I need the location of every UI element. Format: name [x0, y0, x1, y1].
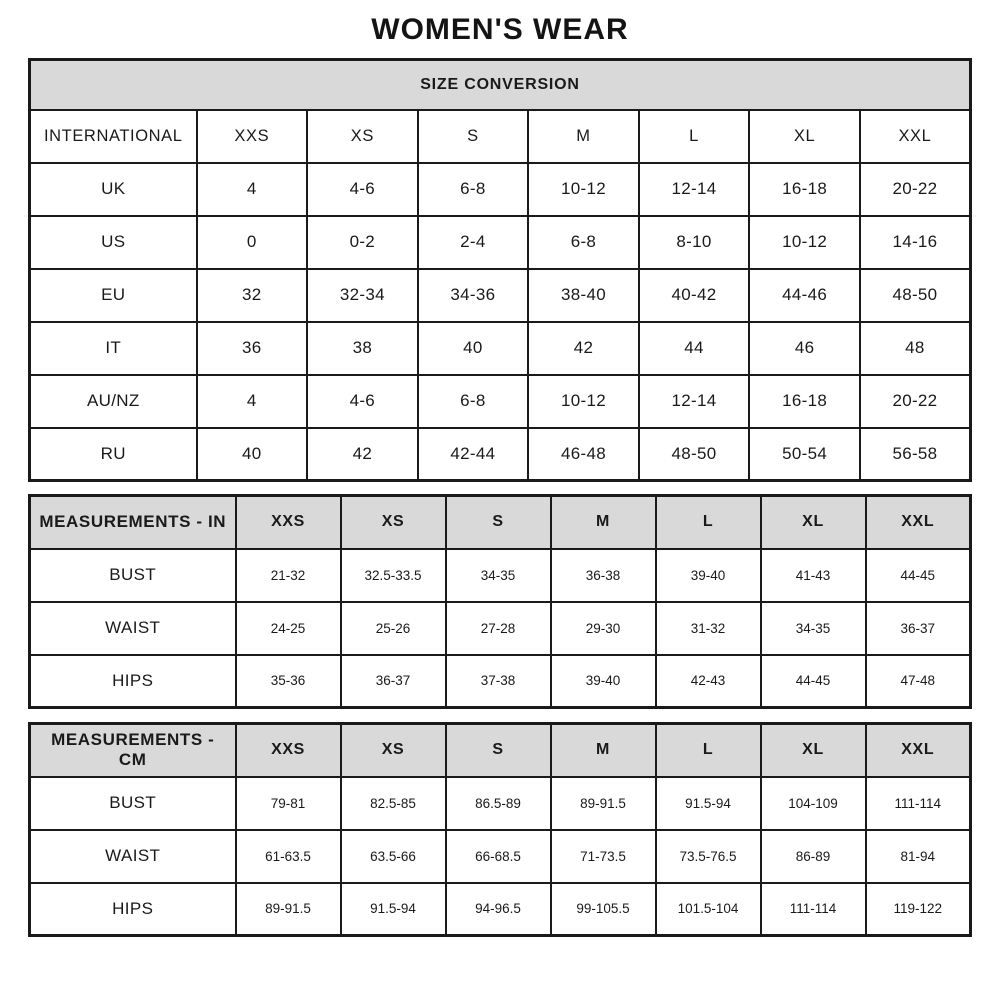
value-cell: 4: [197, 163, 308, 216]
row-label-cell: WAIST: [30, 830, 236, 883]
column-header-cell: MEASUREMENTS - CM: [30, 724, 236, 777]
value-cell: 46: [749, 322, 860, 375]
measurements-in-table: [28, 494, 972, 709]
value-cell: 42: [307, 428, 418, 481]
value-cell: 44-45: [761, 655, 866, 708]
value-cell: 41-43: [761, 549, 866, 602]
column-header-cell: XXS: [236, 724, 341, 777]
table-row: [30, 216, 971, 269]
table-row: [30, 655, 971, 708]
value-cell: 44: [639, 322, 750, 375]
value-cell: 39-40: [551, 655, 656, 708]
value-cell: 27-28: [446, 602, 551, 655]
value-cell: 42-44: [418, 428, 529, 481]
value-cell: 12-14: [639, 163, 750, 216]
value-cell: 47-48: [866, 655, 971, 708]
value-cell: 16-18: [749, 163, 860, 216]
value-cell: 86-89: [761, 830, 866, 883]
value-cell: 40: [197, 428, 308, 481]
value-cell: 36: [197, 322, 308, 375]
value-cell: 10-12: [528, 163, 639, 216]
page-title: WOMEN'S WEAR: [371, 13, 629, 46]
value-cell: 46-48: [528, 428, 639, 481]
value-cell: 48: [860, 322, 971, 375]
table-row: [30, 883, 971, 936]
column-header-cell: XL: [749, 110, 860, 163]
column-header-cell: M: [528, 110, 639, 163]
column-header-cell: XXL: [860, 110, 971, 163]
row-label-cell: BUST: [30, 549, 236, 602]
row-label-cell: UK: [30, 163, 197, 216]
value-cell: 4-6: [307, 163, 418, 216]
column-header-row: [30, 110, 971, 163]
table-row: [30, 375, 971, 428]
column-header-cell: L: [656, 496, 761, 549]
column-header-cell: XS: [341, 724, 446, 777]
value-cell: 79-81: [236, 777, 341, 830]
value-cell: 56-58: [860, 428, 971, 481]
table-row: [30, 428, 971, 481]
table-row: [30, 322, 971, 375]
table-row: [30, 269, 971, 322]
value-cell: 6-8: [528, 216, 639, 269]
value-cell: 40-42: [639, 269, 750, 322]
table-row: [30, 549, 971, 602]
value-cell: 10-12: [749, 216, 860, 269]
value-cell: 89-91.5: [551, 777, 656, 830]
value-cell: 6-8: [418, 375, 529, 428]
value-cell: 12-14: [639, 375, 750, 428]
value-cell: 36-37: [866, 602, 971, 655]
value-cell: 40: [418, 322, 529, 375]
value-cell: 73.5-76.5: [656, 830, 761, 883]
value-cell: 4-6: [307, 375, 418, 428]
value-cell: 29-30: [551, 602, 656, 655]
column-header-cell: S: [446, 496, 551, 549]
value-cell: 34-35: [446, 549, 551, 602]
table-row: [30, 830, 971, 883]
row-label-cell: BUST: [30, 777, 236, 830]
column-header-cell: XS: [341, 496, 446, 549]
value-cell: 36-38: [551, 549, 656, 602]
value-cell: 4: [197, 375, 308, 428]
row-label-cell: RU: [30, 428, 197, 481]
column-header-cell: MEASUREMENTS - IN: [30, 496, 236, 549]
row-label-cell: WAIST: [30, 602, 236, 655]
value-cell: 71-73.5: [551, 830, 656, 883]
column-header-row: [30, 724, 971, 777]
row-label-cell: AU/NZ: [30, 375, 197, 428]
value-cell: 91.5-94: [656, 777, 761, 830]
value-cell: 39-40: [656, 549, 761, 602]
measurements-cm-table: [28, 722, 972, 937]
value-cell: 89-91.5: [236, 883, 341, 936]
column-header-cell: XXS: [236, 496, 341, 549]
value-cell: 48-50: [639, 428, 750, 481]
row-label-cell: EU: [30, 269, 197, 322]
column-header-cell: L: [639, 110, 750, 163]
value-cell: 86.5-89: [446, 777, 551, 830]
value-cell: 31-32: [656, 602, 761, 655]
value-cell: 50-54: [749, 428, 860, 481]
value-cell: 21-32: [236, 549, 341, 602]
value-cell: 111-114: [866, 777, 971, 830]
table-caption: SIZE CONVERSION: [30, 60, 971, 110]
value-cell: 94-96.5: [446, 883, 551, 936]
table-row: [30, 777, 971, 830]
value-cell: 91.5-94: [341, 883, 446, 936]
table-row: [30, 163, 971, 216]
value-cell: 36-37: [341, 655, 446, 708]
column-header-cell: M: [551, 496, 656, 549]
value-cell: 111-114: [761, 883, 866, 936]
value-cell: 101.5-104: [656, 883, 761, 936]
row-label-cell: US: [30, 216, 197, 269]
value-cell: 0-2: [307, 216, 418, 269]
value-cell: 38: [307, 322, 418, 375]
table-row: [30, 602, 971, 655]
value-cell: 34-36: [418, 269, 529, 322]
value-cell: 32.5-33.5: [341, 549, 446, 602]
value-cell: 44-46: [749, 269, 860, 322]
value-cell: 38-40: [528, 269, 639, 322]
value-cell: 6-8: [418, 163, 529, 216]
value-cell: 32: [197, 269, 308, 322]
row-label-cell: HIPS: [30, 883, 236, 936]
value-cell: 0: [197, 216, 308, 269]
value-cell: 10-12: [528, 375, 639, 428]
column-header-row: [30, 496, 971, 549]
value-cell: 14-16: [860, 216, 971, 269]
column-header-cell: XL: [761, 496, 866, 549]
value-cell: 42-43: [656, 655, 761, 708]
column-header-cell: S: [446, 724, 551, 777]
column-header-cell: XXS: [197, 110, 308, 163]
column-header-cell: XXL: [866, 496, 971, 549]
column-header-cell: INTERNATIONAL: [30, 110, 197, 163]
table-caption-row: [30, 60, 971, 110]
value-cell: 104-109: [761, 777, 866, 830]
value-cell: 8-10: [639, 216, 750, 269]
row-label-cell: HIPS: [30, 655, 236, 708]
value-cell: 119-122: [866, 883, 971, 936]
row-label-cell: IT: [30, 322, 197, 375]
value-cell: 82.5-85: [341, 777, 446, 830]
value-cell: 44-45: [866, 549, 971, 602]
value-cell: 48-50: [860, 269, 971, 322]
value-cell: 20-22: [860, 375, 971, 428]
value-cell: 16-18: [749, 375, 860, 428]
value-cell: 66-68.5: [446, 830, 551, 883]
value-cell: 81-94: [866, 830, 971, 883]
value-cell: 63.5-66: [341, 830, 446, 883]
value-cell: 25-26: [341, 602, 446, 655]
size-conversion-table: [28, 58, 972, 482]
value-cell: 20-22: [860, 163, 971, 216]
value-cell: 32-34: [307, 269, 418, 322]
value-cell: 37-38: [446, 655, 551, 708]
value-cell: 99-105.5: [551, 883, 656, 936]
column-header-cell: XXL: [866, 724, 971, 777]
column-header-cell: XS: [307, 110, 418, 163]
value-cell: 2-4: [418, 216, 529, 269]
value-cell: 34-35: [761, 602, 866, 655]
column-header-cell: L: [656, 724, 761, 777]
value-cell: 35-36: [236, 655, 341, 708]
value-cell: 61-63.5: [236, 830, 341, 883]
column-header-cell: S: [418, 110, 529, 163]
column-header-cell: M: [551, 724, 656, 777]
value-cell: 24-25: [236, 602, 341, 655]
value-cell: 42: [528, 322, 639, 375]
column-header-cell: XL: [761, 724, 866, 777]
